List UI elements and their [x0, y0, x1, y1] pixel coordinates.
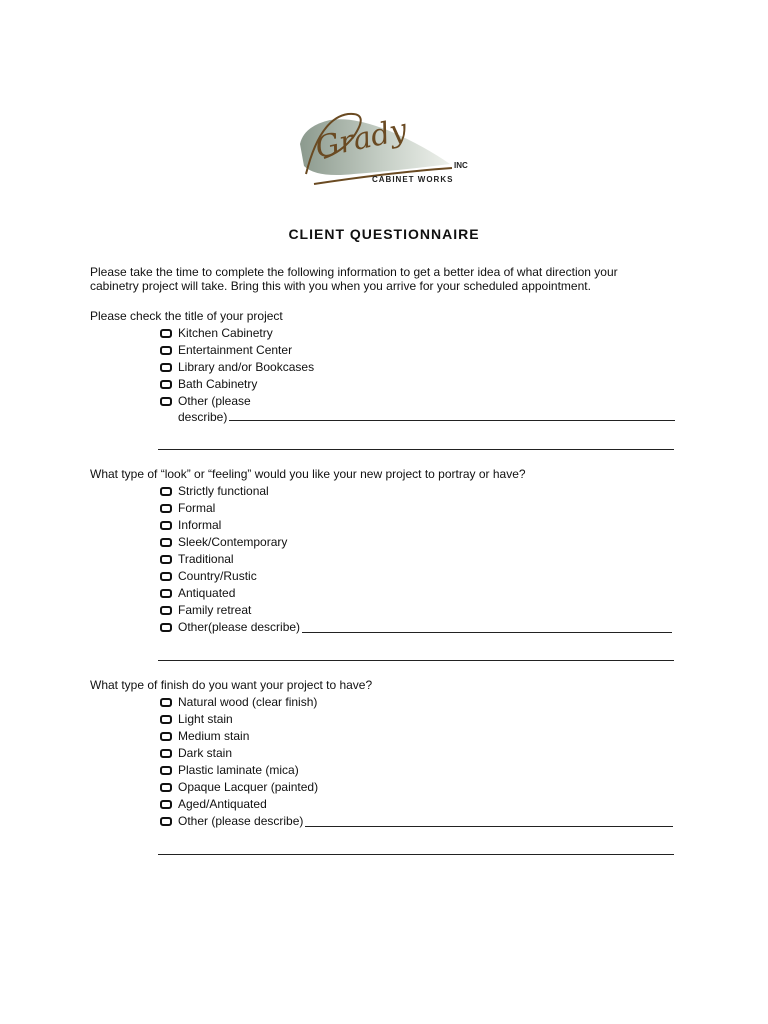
q3-options [158, 695, 698, 831]
checkbox[interactable] [160, 817, 172, 826]
logo-graphic [284, 88, 484, 210]
q3-prompt: What type of finish do you want your project to have? [90, 678, 373, 692]
q2-option-other[interactable] [158, 620, 698, 637]
option-label: Other(please describe) [178, 620, 301, 634]
q2-blank-line[interactable] [158, 660, 674, 661]
option-label: Kitchen Cabinetry [178, 326, 273, 340]
option-label: Opaque Lacquer (painted) [178, 780, 319, 794]
logo-tagline: CABINET WORKS [372, 175, 454, 184]
checkbox[interactable] [160, 766, 172, 775]
logo-inc-text: INC [454, 161, 468, 170]
option-label: Natural wood (clear finish) [178, 695, 318, 709]
q2-option[interactable] [158, 569, 698, 586]
option-label: Strictly functional [178, 484, 269, 498]
option-label: Formal [178, 501, 216, 515]
option-label: Library and/or Bookcases [178, 360, 315, 374]
checkbox[interactable] [160, 380, 172, 389]
page-title: CLIENT QUESTIONNAIRE [288, 226, 480, 242]
q3-option[interactable] [158, 797, 698, 814]
checkbox[interactable] [160, 487, 172, 496]
q1-option[interactable] [158, 326, 698, 343]
q1-blank-line[interactable] [158, 449, 674, 450]
option-label: Traditional [178, 552, 234, 566]
option-label: Other (please [178, 394, 251, 408]
checkbox[interactable] [160, 715, 172, 724]
describe-field[interactable] [302, 620, 672, 633]
checkbox[interactable] [160, 346, 172, 355]
checkbox[interactable] [160, 504, 172, 513]
intro-line-1: Please take the time to complete the following information to get a better idea of what direction your [90, 265, 618, 279]
checkbox[interactable] [160, 749, 172, 758]
checkbox[interactable] [160, 698, 172, 707]
checkbox[interactable] [160, 397, 172, 406]
option-label: Aged/Antiquated [178, 797, 267, 811]
checkbox[interactable] [160, 538, 172, 547]
q2-option[interactable] [158, 501, 698, 518]
option-label: Other (please describe) [178, 814, 304, 828]
option-label: Informal [178, 518, 222, 532]
intro-paragraph [90, 265, 690, 293]
checkbox[interactable] [160, 572, 172, 581]
checkbox[interactable] [160, 363, 172, 372]
q3-option-other[interactable] [158, 814, 698, 831]
checkbox[interactable] [160, 606, 172, 615]
intro-line-2: cabinetry project will take. Bring this with you when you arrive for your scheduled appointment. [90, 279, 591, 293]
checkbox[interactable] [160, 555, 172, 564]
describe-field[interactable] [229, 408, 675, 421]
q3-option[interactable] [158, 763, 698, 780]
checkbox[interactable] [160, 589, 172, 598]
q3-option[interactable] [158, 695, 698, 712]
q2-option[interactable] [158, 535, 698, 552]
q2-options [158, 484, 698, 637]
option-label: Family retreat [178, 603, 252, 617]
q3-blank-line[interactable] [158, 854, 674, 855]
option-label: Medium stain [178, 729, 250, 743]
q3-option[interactable] [158, 746, 698, 763]
option-label-continued: describe) [178, 410, 228, 424]
option-label: Antiquated [178, 586, 236, 600]
option-label: Sleek/Contemporary [178, 535, 288, 549]
option-label: Entertainment Center [178, 343, 293, 357]
option-label: Bath Cabinetry [178, 377, 258, 391]
q1-options [158, 326, 698, 425]
describe-field[interactable] [305, 814, 673, 827]
checkbox[interactable] [160, 623, 172, 632]
q1-option[interactable] [158, 377, 698, 394]
logo-script-text: Grady [312, 112, 410, 166]
option-label: Country/Rustic [178, 569, 257, 583]
q1-prompt: Please check the title of your project [90, 309, 283, 323]
q1-option-other[interactable] [158, 394, 698, 425]
checkbox[interactable] [160, 732, 172, 741]
q2-option[interactable] [158, 484, 698, 501]
option-label: Plastic laminate (mica) [178, 763, 299, 777]
q3-option[interactable] [158, 780, 698, 797]
checkbox[interactable] [160, 329, 172, 338]
q3-option[interactable] [158, 712, 698, 729]
q2-option[interactable] [158, 552, 698, 569]
q3-option[interactable] [158, 729, 698, 746]
option-label: Dark stain [178, 746, 233, 760]
q2-prompt: What type of “look” or “feeling” would you like your new project to portray or have? [90, 467, 526, 481]
q1-option[interactable] [158, 343, 698, 360]
checkbox[interactable] [160, 800, 172, 809]
checkbox[interactable] [160, 783, 172, 792]
q1-option[interactable] [158, 360, 698, 377]
checkbox[interactable] [160, 521, 172, 530]
q2-option[interactable] [158, 518, 698, 535]
q2-option[interactable] [158, 586, 698, 603]
q2-option[interactable] [158, 603, 698, 620]
company-logo [284, 88, 484, 210]
option-label: Light stain [178, 712, 233, 726]
